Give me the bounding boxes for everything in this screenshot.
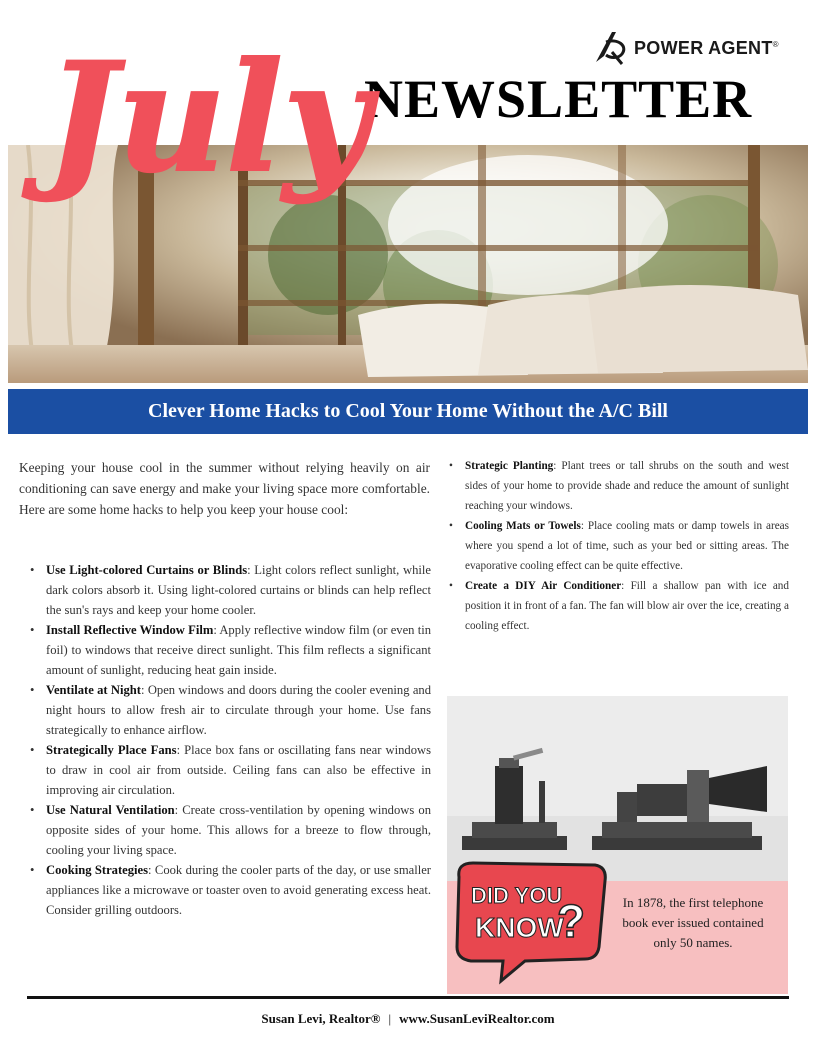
intro-paragraph: Keeping your house cool in the summer without relying heavily on air conditioning can save energy and make your living space more comfortable. Here are some home hacks to help you keep your house cool: bbox=[19, 460, 430, 517]
telephone-photo bbox=[447, 696, 788, 881]
svg-text:?: ? bbox=[557, 895, 586, 947]
svg-text:July: July bbox=[46, 30, 371, 206]
list-item: • Ventilate at Night: Open windows and doors during the cooler evening and night hours to allow fresh air to circulate through your home. Use fans strategically to enhance airflow. bbox=[28, 680, 431, 740]
power-agent-logo bbox=[592, 28, 782, 68]
list-item: • Use Light-colored Curtains or Blinds: Light colors reflect sunlight, while dark colors absorb it. Using light-colored curtains or blinds can help reflect the sun's rays and keep your home cooler. bbox=[28, 560, 431, 620]
power-agent-mark-icon bbox=[592, 28, 632, 68]
left-tips-list bbox=[28, 560, 431, 920]
newsletter-title: NEWSLETTER bbox=[364, 69, 753, 129]
month-script-title bbox=[40, 20, 371, 220]
right-tips-list bbox=[447, 456, 789, 636]
website-link[interactable]: www.SusanLeviRealtor.com bbox=[399, 1011, 555, 1026]
svg-text:DID YOU: DID YOU bbox=[471, 883, 563, 908]
headline-text: Clever Home Hacks to Cool Your Home Without the A/C Bill bbox=[148, 400, 668, 422]
list-item: • Use Natural Ventilation: Create cross-ventilation by opening windows on opposite sides of your home. This allows for a breeze to flow through, cooling your living space. bbox=[28, 800, 431, 860]
fact-text: In 1878, the first telephone book ever issued contained only 50 names. bbox=[622, 895, 764, 950]
list-item: • Strategically Place Fans: Place box fans or oscillating fans near windows to draw in cool air from outside. Ceiling fans can also be effective in improving air circulation. bbox=[28, 740, 431, 800]
list-item: • Install Reflective Window Film: Apply reflective window film (or even tin foil) to windows that receive direct sunlight. This film reflects a significant amount of sunlight, reducing heat gain inside. bbox=[28, 620, 431, 680]
footer-divider bbox=[27, 996, 789, 999]
list-item: • Cooling Mats or Towels: Place cooling mats or damp towels in areas where you spend a lot of time, such as your bed or sitting areas. The evaporative cooling effect can be quite effective. bbox=[447, 516, 789, 576]
svg-text:KNOW: KNOW bbox=[475, 912, 564, 943]
did-you-know-badge bbox=[449, 855, 613, 985]
list-item: • Create a DIY Air Conditioner: Fill a shallow pan with ice and position it in front of a fan. The fan will blow air over the ice, creating a cooling effect. bbox=[447, 576, 789, 636]
headline-banner bbox=[8, 389, 808, 434]
footer-separator: | bbox=[388, 1011, 392, 1026]
agent-name: Susan Levi, Realtor® bbox=[261, 1011, 381, 1026]
list-item: • Cooking Strategies: Cook during the cooler parts of the day, or use smaller appliances like a microwave or toaster oven to avoid generating excess heat. Consider grilling outdoors. bbox=[28, 860, 431, 920]
list-item: • Strategic Planting: Plant trees or tall shrubs on the south and west sides of your home to provide shade and reduce the amount of sunlight reaching your windows. bbox=[447, 456, 789, 516]
footer bbox=[27, 1011, 789, 1027]
brand-name: POWER AGENT® bbox=[634, 37, 779, 58]
